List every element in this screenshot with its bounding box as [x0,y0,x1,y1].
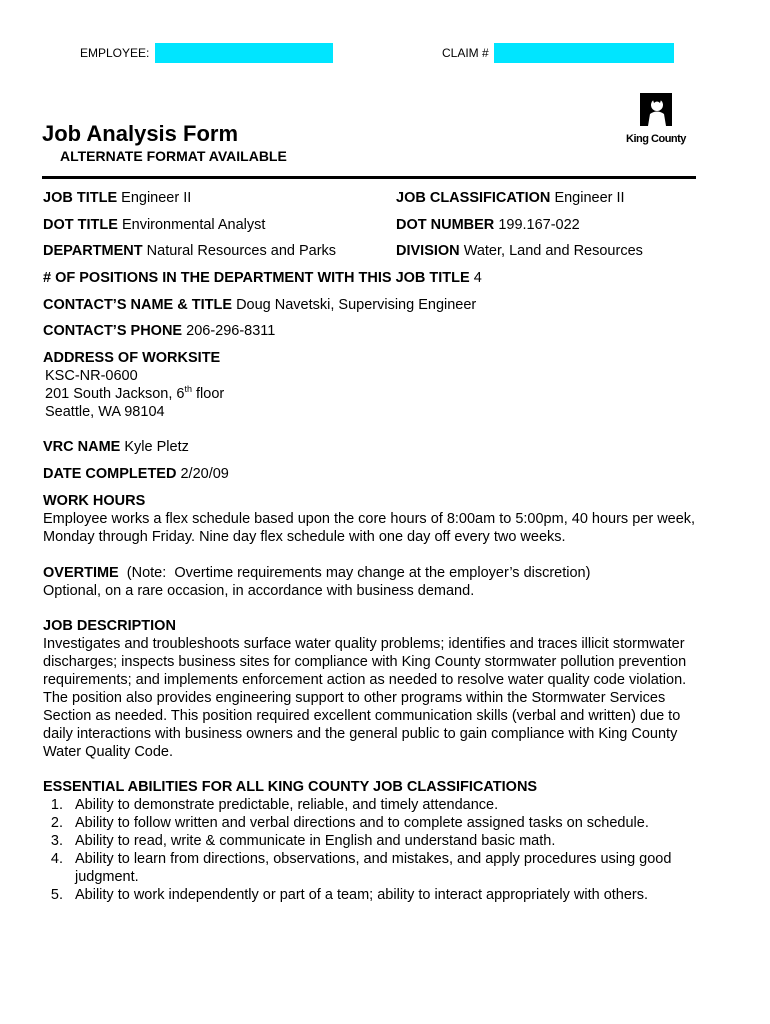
department-row [43,242,336,260]
ability-number: 2. [50,815,63,831]
ability-text-continued: judgment. [75,869,139,885]
dot-title-value: Environmental Analyst [121,217,266,233]
vrc-value: Kyle Pletz [124,439,189,455]
ability-item [43,814,743,832]
king-county-logo-icon [620,92,692,128]
job-description-line: Section as needed. This position required excellent communication skills (verbal and written) due to [43,708,681,724]
contact-label: CONTACT’S NAME & TITLE [43,297,233,313]
overtime-note: (Note: Overtime requirements may change at the employer’s discretion) [118,565,591,581]
ability-text: Ability to read, write & communicate in English and understand basic math. [75,833,556,849]
dot-number-value: 199.167-022 [498,217,580,233]
date-value: 2/20/09 [180,466,229,482]
division-label: DIVISION [396,243,460,259]
phone-value: 206-296-8311 [186,323,276,339]
contact-row [43,296,476,314]
essential-abilities-section [43,778,743,904]
employee-field[interactable] [155,43,333,63]
contact-value: Doug Navetski, Supervising Engineer [236,297,477,313]
claim-label: CLAIM # [442,46,489,60]
work-hours-line: Employee works a flex schedule based upon the core hours of 8:00am to 5:00pm, 40 hours per week, [43,511,696,527]
alternate-format-note: ALTERNATE FORMAT AVAILABLE [60,148,287,164]
ability-item [43,832,743,850]
page-title: Job Analysis Form [42,121,239,146]
positions-label: # OF POSITIONS IN THE DEPARTMENT WITH THIS JOB TITLE [43,270,470,286]
job-description-line: The position also provides engineering support to other programs within the Stormwater Services [43,690,666,706]
overtime-heading [43,564,733,582]
phone-row [43,322,275,340]
work-hours-section [43,492,733,546]
job-description-line: Water Quality Code. [43,744,174,760]
overtime-text: Optional, on a rare occasion, in accordance with business demand. [43,583,475,599]
address-line-2-floor: floor [191,386,225,402]
ability-text: Ability to learn from directions, observations, and mistakes, and apply procedures using good [75,851,672,867]
work-hours-line: Monday through Friday. Nine day flex schedule with one day off every two weeks. [43,529,566,545]
job-title-row [43,189,191,207]
date-label: DATE COMPLETED [43,466,177,482]
job-title-value: Engineer II [121,190,192,206]
positions-row [43,269,482,287]
job-classification-label: JOB CLASSIFICATION [396,190,551,206]
job-description-label: JOB DESCRIPTION [43,618,176,634]
dot-number-label: DOT NUMBER [396,217,495,233]
ability-number: 1. [50,797,63,813]
vrc-row [43,438,189,456]
overtime-section [43,564,733,600]
address-line-1: KSC-NR-0600 [45,368,138,384]
dot-title-label: DOT TITLE [43,217,118,233]
address-line-2-sup: th [184,384,192,395]
ability-number: 5. [50,887,63,903]
dot-title-row [43,216,265,234]
job-description-line: requirements; and implements enforcement action as needed to resolve water quality code violation. [43,672,687,688]
essential-abilities-label: ESSENTIAL ABILITIES FOR ALL KING COUNTY JOB CLASSIFICATIONS [43,779,538,795]
address-label: ADDRESS OF WORKSITE [43,350,221,366]
king-county-logo [620,92,692,145]
date-row [43,465,229,483]
department-value: Natural Resources and Parks [146,243,337,259]
address-line-2 [45,385,224,403]
work-hours-label: WORK HOURS [43,493,146,509]
ability-number: 4. [50,851,63,867]
ability-item [43,796,743,814]
vrc-label: VRC NAME [43,439,121,455]
overtime-label: OVERTIME [43,565,119,581]
division-value: Water, Land and Resources [463,243,643,259]
division-row [396,242,643,260]
job-description-line: Investigates and troubleshoots surface water quality problems; identifies and traces illicit stormwater [43,636,685,652]
address-line-3: Seattle, WA 98104 [45,404,165,420]
job-title-label: JOB TITLE [43,190,118,206]
job-description-line: discharges; inspects business sites for compliance with King County stormwater pollution prevention [43,654,687,670]
job-classification-row [396,189,625,207]
logo-text: King County [626,133,686,145]
ability-item [43,850,743,886]
job-description-line: daily interactions with business owners and the general public to gain compliance with King County [43,726,678,742]
employee-label: EMPLOYEE: [80,46,150,60]
job-description-section [43,617,733,761]
positions-value: 4 [473,270,482,286]
ability-number: 3. [50,833,63,849]
ability-text: Ability to follow written and verbal directions and to complete assigned tasks on schedule. [75,815,649,831]
dot-number-row [396,216,580,234]
job-classification-value: Engineer II [554,190,625,206]
phone-label: CONTACT’S PHONE [43,323,183,339]
ability-text: Ability to demonstrate predictable, reliable, and timely attendance. [75,797,499,813]
ability-item [43,886,743,904]
department-label: DEPARTMENT [43,243,143,259]
claim-field[interactable] [494,43,674,63]
ability-text: Ability to work independently or part of a team; ability to interact appropriately with others. [75,887,649,903]
header-divider [42,176,696,179]
address-line-2-street: 201 South Jackson, 6 [45,386,185,402]
